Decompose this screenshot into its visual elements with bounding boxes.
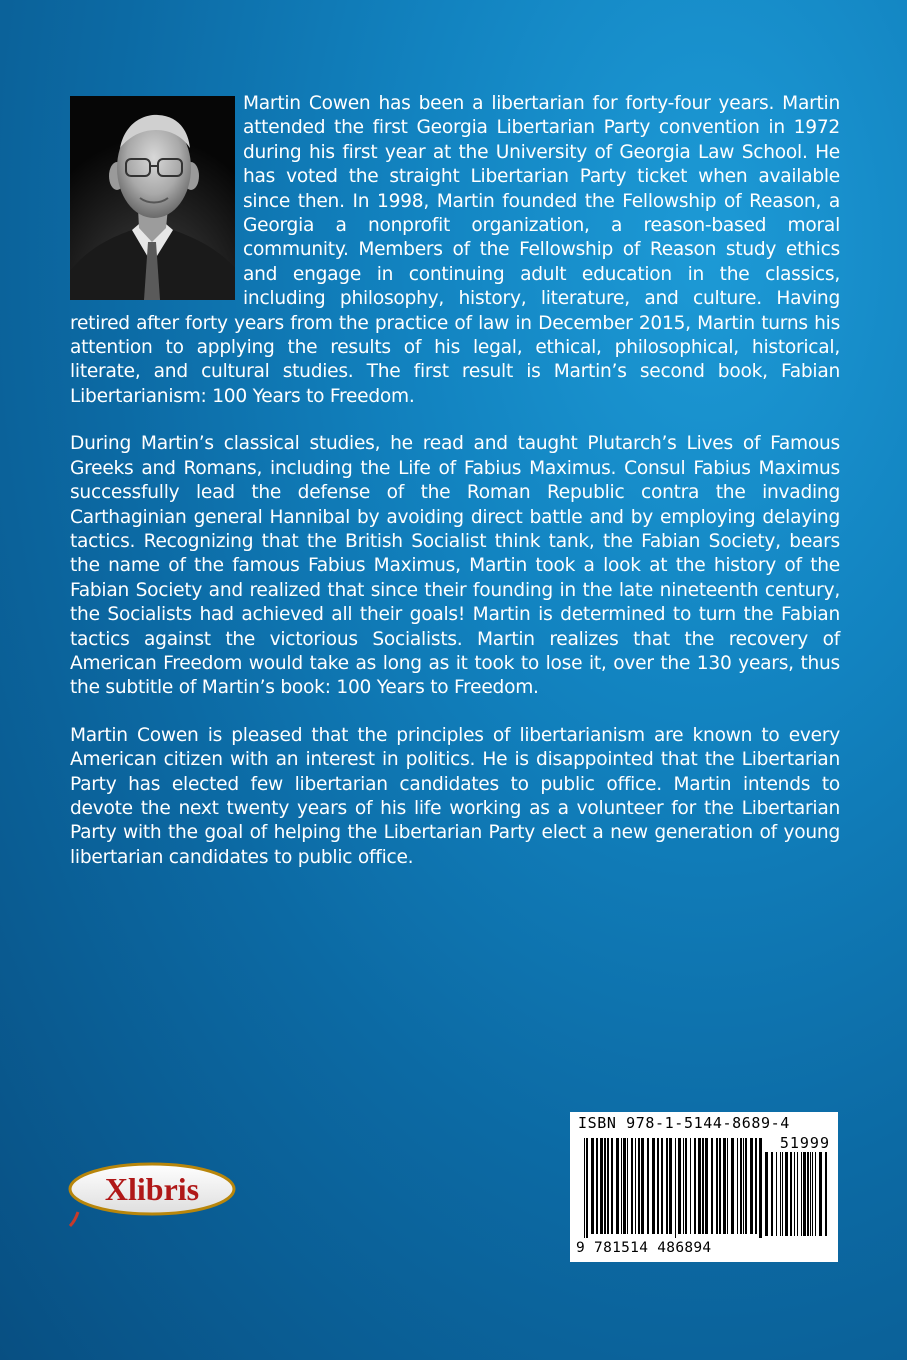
barcode-bar [631, 1138, 633, 1234]
isbn-barcode [570, 1112, 838, 1262]
barcode-bar [743, 1138, 744, 1234]
barcode-bar [621, 1138, 622, 1234]
barcode-bar [690, 1138, 691, 1234]
barcode-bar [771, 1152, 773, 1236]
barcode-bar [616, 1138, 619, 1234]
bio-paragraph-1: Martin Cowen has been a libertarian for forty-four years. Martin attended the first Georgia Libertarian Party convention in 1972 during his first year at the University of Georgia Law School. He has voted the straight Libertarian Party ticket when available since then. In 1998, Martin founded the Fellowship of Reason, a Georgia a nonprofit organization, a reason-based moral community. Members of the Fellowship of Reason study ethics and engage in continuing adult education in the classics, including philosophy, history, literature, and culture. Having retired after forty years from the practice of law in December 2015, Martin turns his attention to applying the results of his legal, ethical, philosophical, historical, literate, and cultural studies. The first result is Martin’s second book, Fabian Libertarianism: 100 Years to Freedom. [70, 93, 840, 407]
barcode-bar [825, 1152, 827, 1236]
barcode-bar [666, 1138, 668, 1234]
barcode-bar [716, 1138, 718, 1234]
barcode-bar [657, 1138, 659, 1234]
barcode-bar [647, 1138, 649, 1234]
barcode-bar [627, 1138, 628, 1234]
barcode-bar [780, 1152, 781, 1236]
barcode-bar [815, 1152, 816, 1236]
bio-paragraph-3: Martin Cowen is pleased that the principles of libertarianism are known to every American citizen with an interest in politics. He is disappointed that the Libertarian Party has elected few libertarian candidates to public office. Martin intends to devote the next twenty years of his life working as a volunteer for the Libertarian Party with the goal of helping the Libertarian Party elect a new generation of young libertarian candidates to public office. [70, 724, 840, 868]
svg-text:Xlibris: Xlibris [104, 1171, 200, 1207]
barcode-bar [586, 1138, 588, 1238]
barcode-bar [678, 1138, 681, 1234]
barcode-bar [745, 1138, 747, 1234]
barcode-bar [638, 1138, 640, 1234]
barcode-bar [755, 1138, 757, 1234]
barcode-bar [785, 1152, 788, 1236]
barcode-bar [604, 1138, 606, 1234]
barcode-bar [694, 1138, 696, 1234]
addon-bars [765, 1152, 831, 1238]
barcode-bar [591, 1138, 594, 1234]
ean-bars [584, 1138, 764, 1238]
barcode-bar [812, 1152, 813, 1236]
barcode-bar [584, 1138, 585, 1238]
barcode-bar [797, 1152, 798, 1236]
barcode-bar [719, 1138, 721, 1234]
barcode-bar [794, 1152, 795, 1236]
barcode-bar [711, 1138, 713, 1234]
barcode-bar [652, 1138, 655, 1234]
barcode-bar [810, 1152, 811, 1236]
barcode-bar [635, 1138, 636, 1234]
barcode-bar [801, 1152, 802, 1236]
barcode-bar [702, 1138, 704, 1234]
barcode-bar [819, 1152, 822, 1236]
barcode-bar [623, 1138, 626, 1234]
barcode-bar [750, 1138, 753, 1234]
barcode-bar [803, 1152, 806, 1236]
barcode-bar [661, 1138, 663, 1234]
isbn-label: ISBN 978-1-5144-8689-4 [578, 1114, 790, 1132]
barcode-bar [731, 1138, 734, 1234]
barcode-bar [782, 1152, 783, 1236]
barcode-bar [611, 1138, 613, 1234]
barcode-bar [675, 1138, 676, 1238]
barcode-bar [723, 1138, 726, 1234]
author-bio [70, 92, 840, 893]
barcode-bar [641, 1138, 644, 1234]
barcode-bar [737, 1138, 738, 1234]
barcode-bar [596, 1138, 598, 1234]
barcode-bar [685, 1138, 687, 1234]
barcode-bar [807, 1152, 809, 1236]
xlibris-logo [64, 1160, 240, 1230]
barcode-bar [765, 1152, 768, 1236]
barcode-bar [607, 1138, 609, 1234]
barcode-bar [698, 1138, 701, 1234]
bio-paragraph-2: During Martin’s classical studies, he read and taught Plutarch’s Lives of Famous Greeks and Romans, including the Life of Fabius Maximus. Consul Fabius Maximus successfully lead the defense of the Roman Republic contra the invading Carthaginian general Hannibal by avoiding direct battle and by employing delaying tactics. Recognizing that the British Socialist think tank, the Fabian Society, bears the name of the famous Fabius Maximus, Martin took a look at the history of the Fabian Society and realized that since their founding in the late nineteenth century, the Socialists had achieved all their goals! Martin is determined to turn the Fabian tactics against the victorious Socialists. Martin realizes that the recovery of American Freedom would take as long as it took to lose it, over the 130 years, thus the subtitle of Martin’s book: 100 Years to Freedom. [70, 433, 840, 699]
ean-digits: 9 781514 486894 [576, 1240, 712, 1256]
barcode-bar [705, 1138, 708, 1234]
barcode-bar [759, 1138, 762, 1238]
barcode-bar [669, 1138, 672, 1234]
price-code: 51999 [779, 1134, 830, 1152]
barcode-bar [776, 1152, 777, 1236]
barcode-bar [683, 1138, 684, 1234]
barcode-bar [600, 1138, 603, 1234]
barcode-bar [790, 1152, 792, 1236]
barcode-bar [740, 1138, 742, 1234]
barcode-bar [727, 1138, 728, 1234]
